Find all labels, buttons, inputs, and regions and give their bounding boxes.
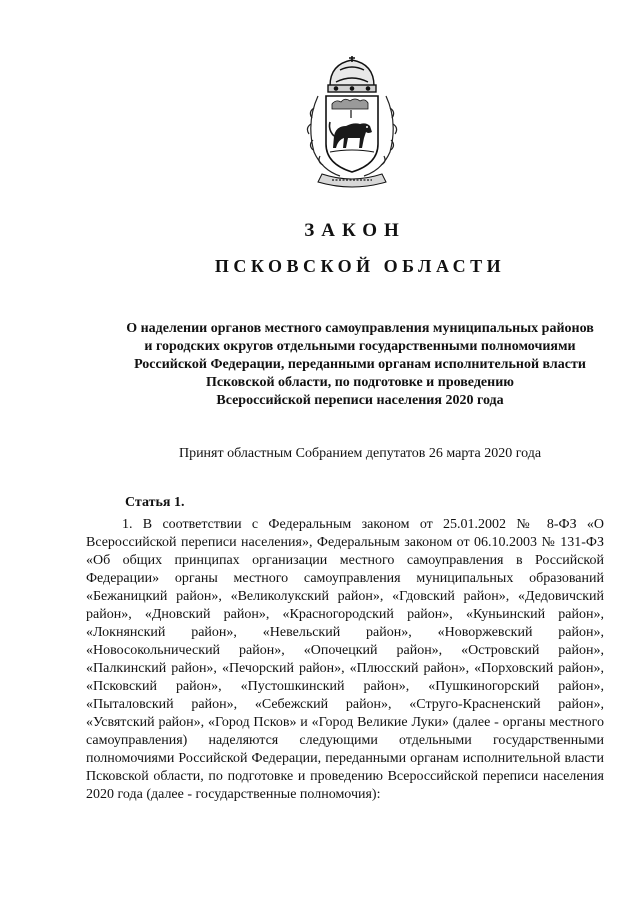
heading-line: Псковской области, по подготовке и проведению [206,375,514,390]
coat-of-arms-emblem [296,52,408,192]
heading-line: Российской Федерации, переданными органам исполнительной власти [134,357,586,372]
heading-line: Всероссийской переписи населения 2020 года [216,393,504,408]
law-heading [80,320,640,410]
shield-icon [326,96,378,172]
article-body [86,516,604,804]
adoption-note: Принят областным Собранием депутатов 26 марта 2020 года [178,446,542,461]
document-type-title: ЗАКОН [304,220,406,241]
crown-icon [328,56,376,92]
heading-line: и городских округов отдельными государственными полномочиями [144,339,576,354]
region-title: ПСКОВСКОЙ ОБЛАСТИ [214,256,506,276]
ribbon-icon [318,174,386,187]
paragraph: 1. В соответствии с Федеральным законом от 25.01.2002 № 8-ФЗ «О Всероссийской переписи населения», Федеральным законом от 06.10.2003 № 131-ФЗ «Об общих принципах организации местного самоуправления в Российской Федерации» органы местного самоуправления муниципальных образований «Бежаницкий район», «Великолукский район», «Гдовский район», «Дедовичский район», «Дновский район», «Красногородский район», «Куньинский район», «Локнянский район», «Невельский район», «Новоржевский район», «Новосокольнический район», «Опочецкий район», «Островский район», «Палкинский район», «Печорский район», «Плюсский район», «Порховский район», «Псковский район», «Пустошкинский район», «Пушкиногорский район», «Пыталовский район», «Себежский район», «Струго-Красненский район», «Усвятский район», «Город Псков» и «Город Великие Луки» (далее - органы местного самоуправления) наделяются следующими отдельными государственными полномочиями Российской Федерации, переданными органам исполнительной власти Псковской области, по подготовке и проведению Всероссийской переписи населения 2020 года (далее - государственные полномочия): [86,517,604,802]
article-title: Статья 1. [125,495,185,510]
heading-line: О наделении органов местного самоуправления муниципальных районов [126,321,594,336]
